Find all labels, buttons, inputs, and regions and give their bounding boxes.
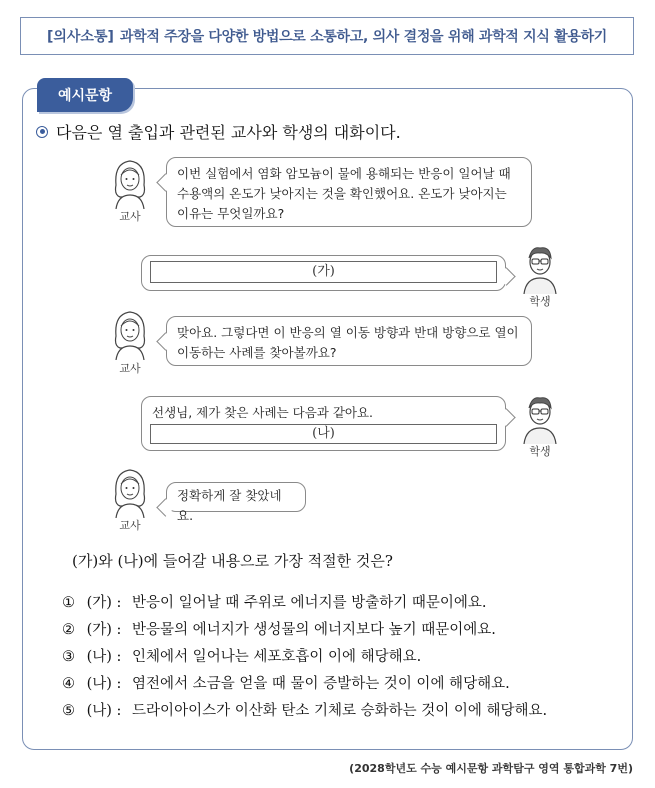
student-speech-bubble: [141, 255, 506, 291]
answer-choices: [62, 590, 547, 725]
teacher-avatar-icon: [108, 464, 152, 518]
student-label: 학생: [529, 295, 551, 308]
choice-number: ①: [62, 595, 75, 611]
source-citation: (2028학년도 수능 예시문항 과학탐구 영역 통합과학 7번): [349, 762, 633, 775]
teacher-avatar-icon: [108, 306, 152, 360]
choice-part: (나) :: [86, 649, 122, 665]
answer-choice-5[interactable]: [62, 698, 547, 725]
choice-part: (가) :: [86, 595, 122, 611]
example-badge: 예시문항: [37, 78, 133, 112]
standard-tag: [의사소통]: [46, 29, 114, 45]
answer-choice-1[interactable]: [62, 590, 547, 617]
teacher-label: 교사: [119, 210, 141, 223]
choice-number: ⑤: [62, 703, 75, 719]
teacher-speech-bubble: 맞아요. 그렇다면 이 반응의 열 이동 방향과 반대 방향으로 열이 이동하는 사례를 찾아볼까요?: [166, 316, 532, 366]
answer-blank-ga: (가): [150, 261, 497, 283]
choice-number: ④: [62, 676, 75, 692]
teacher-speech-bubble: 이번 실험에서 염화 암모늄이 물에 용해되는 반응이 일어날 때 수용액의 온도가 낮아지는 것을 확인했어요. 온도가 낮아지는 이유는 무엇일까요?: [166, 157, 532, 227]
choice-text: 드라이아이스가 이산화 탄소 기체로 승화하는 것이 이에 해당해요.: [132, 703, 548, 719]
choice-part: (나) :: [86, 703, 122, 719]
student-avatar-icon: [518, 390, 562, 444]
teacher-avatar-icon: [108, 155, 152, 209]
student-response-text: 선생님, 제가 찾은 사례는 다음과 같아요.: [152, 405, 374, 420]
choice-part: (가) :: [86, 622, 122, 638]
choice-text: 인체에서 일어나는 세포호흡이 이에 해당해요.: [132, 649, 422, 665]
standard-text: 과학적 주장을 다양한 방법으로 소통하고, 의사 결정을 위해 과학적 지식 활용하기: [119, 29, 608, 45]
choice-part: (나) :: [86, 676, 122, 692]
question-text: 다음은 열 출입과 관련된 교사와 학생의 대화이다.: [56, 123, 401, 142]
answer-blank-na: (나): [150, 424, 497, 444]
student-speech-bubble: [141, 396, 506, 451]
choice-text: 반응이 일어날 때 주위로 에너지를 방출하기 때문이에요.: [132, 595, 487, 611]
bullet-icon: [36, 126, 48, 138]
answer-choice-4[interactable]: [62, 671, 547, 698]
teacher-speech-bubble: 정확하게 잘 찾았네요.: [166, 482, 306, 512]
question-stem: [36, 120, 401, 143]
standard-header-box: [20, 17, 634, 55]
choice-number: ③: [62, 649, 75, 665]
answer-choice-2[interactable]: [62, 617, 547, 644]
student-avatar-icon: [518, 240, 562, 294]
choice-text: 염전에서 소금을 얻을 때 물이 증발하는 것이 이에 해당해요.: [132, 676, 510, 692]
choice-text: 반응물의 에너지가 생성물의 에너지보다 높기 때문이에요.: [132, 622, 496, 638]
choice-number: ②: [62, 622, 75, 638]
answer-choice-3[interactable]: [62, 644, 547, 671]
teacher-label: 교사: [119, 362, 141, 375]
student-label: 학생: [529, 445, 551, 458]
question-prompt: (가)와 (나)에 들어갈 내용으로 가장 적절한 것은?: [72, 552, 393, 570]
teacher-label: 교사: [119, 519, 141, 532]
